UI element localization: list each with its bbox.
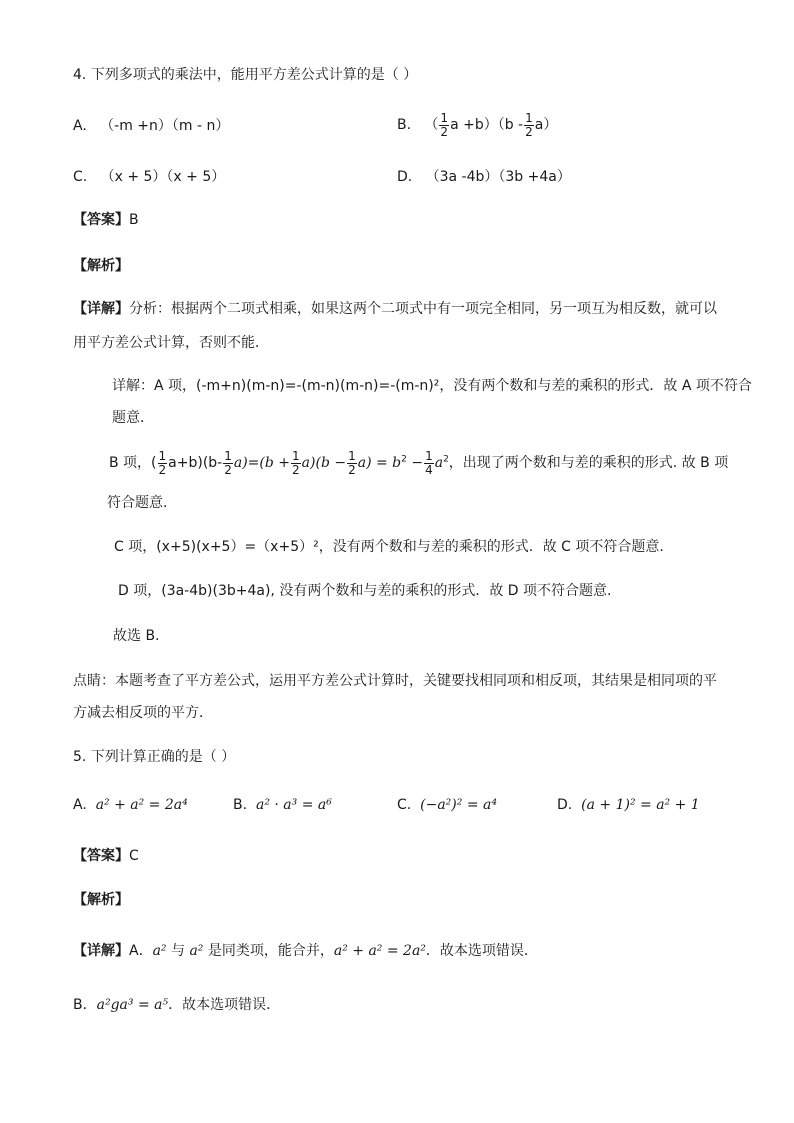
text: B 项，( <box>109 455 157 472</box>
q4-note-line1: 点睛：本题考查了平方差公式，运用平方差公式计算时，关键要找相同项和相反项，其结果是相同项的平 <box>73 673 717 689</box>
math-text: − <box>406 455 424 472</box>
numerator: 1 <box>425 449 433 463</box>
q5-option-c <box>397 797 497 814</box>
q4-detail-line2: 用平方差公式计算，否则不能． <box>73 335 269 351</box>
math-text: a² <box>189 943 204 959</box>
text: A． <box>129 943 153 959</box>
answer-value: C <box>129 848 139 864</box>
option-label: D. <box>397 169 413 185</box>
q4-detail-b-line1 <box>109 450 728 476</box>
numerator: 1 <box>440 111 449 125</box>
denominator: 4 <box>425 462 433 477</box>
numerator: 1 <box>292 449 300 463</box>
fraction <box>424 450 434 476</box>
option-math: (−a²)² = a⁴ <box>420 797 497 813</box>
option-text: a +b）（b - <box>450 117 524 134</box>
detail-text: 分析：根据两个二项式相乘，如果这两个二项式中有一项完全相同，另一项互为相反数，就可以 <box>129 301 717 317</box>
fraction <box>524 112 534 138</box>
numerator: 1 <box>525 111 533 125</box>
option-math: (a + 1)² = a² + 1 <box>581 797 700 813</box>
math-text: a² <box>152 943 167 959</box>
answer-value: B <box>129 212 139 228</box>
q4-option-b <box>397 112 557 138</box>
q5-option-b <box>233 797 332 814</box>
q5-detail-a <box>73 943 538 960</box>
detail-tag: 【详解】 <box>73 301 129 317</box>
denominator: 2 <box>292 462 300 477</box>
fraction <box>347 450 357 476</box>
denominator: 2 <box>348 462 356 477</box>
text: ．故本选项错误． <box>168 997 281 1013</box>
option-text: （ <box>424 117 439 134</box>
q4-detail-a-line2: 题意． <box>112 410 154 426</box>
fraction <box>158 450 168 476</box>
option-label: C. <box>73 169 88 185</box>
denominator: 2 <box>224 462 232 477</box>
option-label: C. <box>397 797 412 813</box>
q5-option-d <box>557 797 700 814</box>
q5-option-a <box>73 797 188 814</box>
text: 是同类项，能合并， <box>203 943 334 959</box>
fraction <box>223 450 233 476</box>
numerator: 1 <box>348 449 356 463</box>
q4-answer <box>73 212 139 229</box>
option-text: a） <box>534 117 558 134</box>
detail-tag: 【详解】 <box>73 943 129 959</box>
option-label: D. <box>557 797 573 813</box>
numerator: 1 <box>224 449 232 463</box>
q4-detail-a-line1: 详解：A 项，(-m+n)(m-n)=-(m-n)(m-n)=-(m-n)²，没有两个数和与差的乘积的形式．故 A 项不符合 <box>112 378 752 394</box>
denominator: 2 <box>525 124 533 139</box>
q4-detail-d: D 项，(3a-4b)(3b+4a), 没有两个数和与差的乘积的形式．故 D 项不符合题意. <box>118 583 612 599</box>
option-text: （x + 5）（x + 5） <box>100 169 226 185</box>
text: 与 <box>166 943 190 959</box>
q4-analysis-tag: 【解析】 <box>73 258 129 274</box>
q4-title: 4. 下列多项式的乘法中，能用平方差公式计算的是（ ） <box>73 67 418 83</box>
option-label: B. <box>397 117 412 134</box>
fraction <box>439 112 449 138</box>
q5-analysis-tag: 【解析】 <box>73 892 129 908</box>
option-math: a² + a² = 2a⁴ <box>95 797 188 813</box>
q5-title: 5. 下列计算正确的是（ ） <box>73 749 236 765</box>
q4-detail-line1 <box>73 301 717 318</box>
text: B． <box>73 997 97 1013</box>
q4-choose: 故选 B. <box>113 628 160 644</box>
option-label: A. <box>73 118 87 134</box>
exponent: 2 <box>401 454 407 465</box>
q5-answer <box>73 848 139 865</box>
option-label: B. <box>233 797 248 813</box>
option-text: （3a -4b）（3b +4a） <box>425 169 571 185</box>
q4-option-c <box>73 169 225 186</box>
answer-tag: 【答案】 <box>73 212 129 228</box>
text: ．故本选项错误． <box>425 943 538 959</box>
text: a+b)(b- <box>168 455 223 472</box>
q4-option-a <box>73 118 229 135</box>
math-text: a²ga³ = a⁵ <box>96 997 169 1013</box>
math-text: a² + a² = 2a² <box>333 943 426 959</box>
math-text: a)=(b + <box>233 455 291 472</box>
answer-tag: 【答案】 <box>73 848 129 864</box>
q4-detail-b-line2: 符合题意. <box>107 495 168 511</box>
q4-option-d <box>397 169 571 186</box>
denominator: 2 <box>440 124 449 139</box>
math-text: a) = b <box>357 455 402 472</box>
q5-detail-b <box>73 997 280 1014</box>
q4-note-line2: 方减去相反项的平方． <box>73 705 213 721</box>
math-text: a <box>434 455 444 472</box>
text: ，出现了两个数和与差的乘积的形式. 故 B 项 <box>448 455 729 472</box>
q4-detail-c: C 项，(x+5)(x+5）=（x+5）²，没有两个数和与差的乘积的形式．故 C 项不符合题意. <box>114 539 664 555</box>
option-label: A. <box>73 797 87 813</box>
option-math: a² · a³ = a⁶ <box>255 797 332 813</box>
math-text: a)(b − <box>301 455 347 472</box>
exponent: 2 <box>443 454 449 465</box>
option-text: （-m +n）（m - n） <box>100 118 230 134</box>
numerator: 1 <box>158 449 167 463</box>
fraction <box>291 450 301 476</box>
denominator: 2 <box>158 462 167 477</box>
